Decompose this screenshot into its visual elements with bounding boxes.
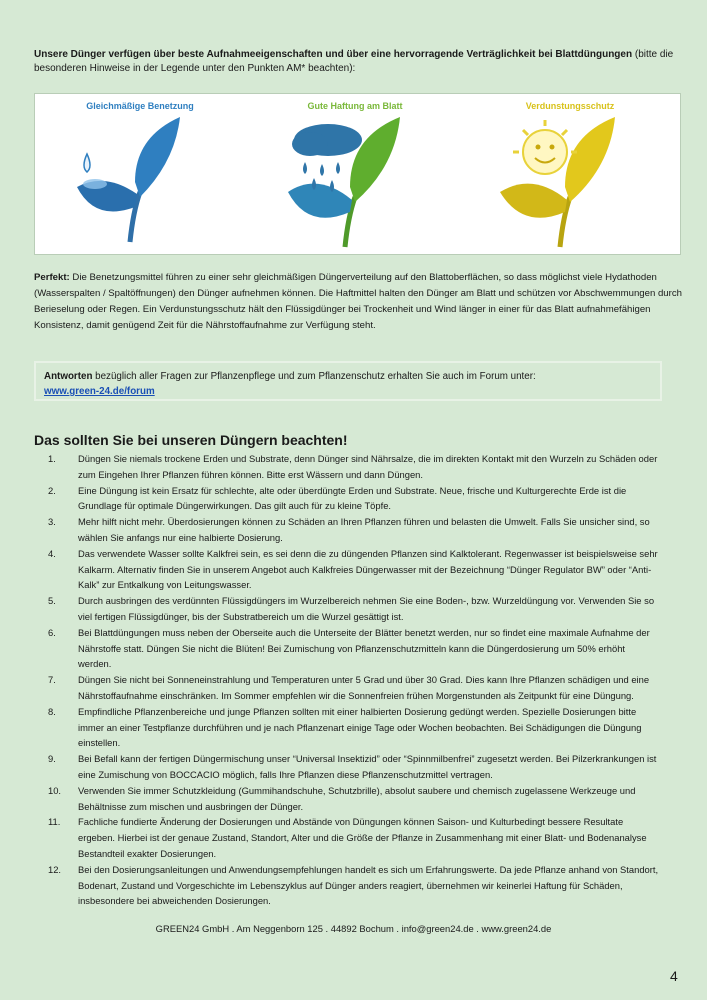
perfekt-paragraph [34,270,684,334]
leaf-rain-cloud-icon [250,112,460,252]
item-text: Bei den Dosierungsanleitungen und Anwendungsempfehlungen handelt es sich um Erfahrungswerte. Da jede Pflanze anhand von Standort, Bodenart, Zustand und Vorgeschichte im Lebenszyklus auf Dünger anders reagiert, übernehmen wir keinerlei Haftung für Schäden, insbesondere bei abweichenden Dosierungen. [78,863,659,907]
list-item [48,451,660,483]
intro-paragraph [34,48,684,76]
panel-haftung [250,94,460,254]
panel-label: Verdunstungsschutz [525,101,615,111]
item-number: 12. [48,863,62,875]
item-number: 9. [48,753,56,765]
item-text: Eine Düngung ist kein Ersatz für schlechte, alte oder überdüngte Erden und Substrate. Neue, frische und Kulturgerechte Erde ist die Grundlage für optimale Düngerwirkungen. Das gilt auch für zu kleine Töpfe. [78,484,627,512]
item-text: Bei Blattdüngungen muss neben der Oberseite auch die Unterseite der Blätter benetzt werden, nur so findet eine maximale Aufnahme der Nährstoffe statt. Düngen Sie nicht die Blüten! Bei Zumischung von Pflanzenschutzmitteln kann die Düngerdosierung um 50% erhöht werden. [78,626,650,670]
tips-list [48,451,660,909]
section-heading: Das sollten Sie bei unseren Düngern beachten! [34,432,348,448]
item-number: 4. [48,547,56,559]
item-number: 6. [48,626,56,638]
item-number: 11. [48,816,61,828]
item-text: Durch ausbringen des verdünnten Flüssigdüngers im Wurzelbereich nehmen Sie eine Boden-, bzw. Wurzeldüngung vor. Verwenden Sie so viel fertigen Flüssigdünger, bis der Substratbereich um die Wurzel gesättigt ist. [78,595,655,622]
list-item [48,751,660,783]
list-item [48,672,660,704]
list-item [48,514,660,546]
list-item [48,814,660,861]
item-number: 3. [48,516,56,528]
perfekt-text: Die Benetzungsmittel führen zu einer sehr gleichmäßigen Düngerverteilung auf den Blattoberflächen, so dass möglichst viele Hydathoden (Wasserspalten / Spaltöffnungen) den Dünger aufnehmen können. Die Haftmittel halten den Dünger am Blatt und schützen vor Abschwemmungen durch Berieselung oder Regen. Ein Verdunstungsschutz hält den Flüssigdünger bei Trockenheit und Wind länger in einer für das Blatt aufnahmefähigen Konsistenz, damit genügend Zeit für die Nährstoffaufnahme zur Verfügung steht. [34,272,682,331]
item-text: Mehr hilft nicht mehr. Überdosierungen können zu Schäden an Ihren Pflanzen führen und belasten die Umwelt. Falls Sie unsicher sind, so wählen Sie anfangs nur eine halbierte Dosierung. [78,516,650,543]
perfekt-bold: Perfekt: [34,272,70,283]
forum-bold: Antworten [44,371,93,382]
item-text: Das verwendete Wasser sollte Kalkfrei sein, es sei denn die zu düngenden Pflanzen sind Kalktolerant. Regenwasser ist beispielsweise sehr Kalkarm. Alternativ finden Sie in unserem Angebot auch Kalkfreies Düngerwasser mit der Bezeichnung “Dünger Regulator BW” oder “Anti-Kalk” zur Entkalkung von Leitungswasser. [78,547,658,591]
item-number: 1. [48,453,56,464]
forum-link[interactable]: www.green-24.de/forum [44,386,155,397]
list-item [48,593,660,625]
leaf-water-drop-icon [35,112,245,252]
forum-box [34,361,662,401]
item-number: 7. [48,674,56,686]
list-item [48,483,660,515]
panel-label: Gleichmäßige Benetzung [86,101,194,111]
item-text: Düngen Sie nicht bei Sonneneinstrahlung und Temperaturen unter 5 Grad und über 30 Grad. Dies kann Ihre Pflanzen schädigen und eine Nährstoffaufnahme einschränken. Im Sommer empfehlen wir die Sonnenfreien frühen Morgenstunden als Zeitpunkt für eine Düngung. [78,674,650,701]
list-item [48,783,660,815]
item-number: 5. [48,595,56,607]
list-item [48,704,660,751]
panel-label: Gute Haftung am Blatt [307,101,403,111]
leaf-sun-icon [465,112,675,252]
item-text: Verwenden Sie immer Schutzkleidung (Gummihandschuhe, Schutzbrille), absolut saubere und chemisch zugelassene Werkzeuge und Behältnisse zum mischen und ausbringen der Dünger. [78,784,636,812]
page-footer: GREEN24 GmbH . Am Neggenborn 125 . 44892 Bochum . info@green24.de . www.green24.de [155,923,552,934]
item-number: 2. [48,484,56,496]
item-text: Fachliche fundierte Änderung der Dosierungen und Abstände von Düngungen können Saison- und Kulturbedingt bessere Resultate ergeben. Hierbei ist der genaue Zustand, Standort, Alter und die Größe der Pflanze in Zusammenhang mit einer Blatt- und Bodenanalyse Bestandteil exakter Dosierungen. [78,816,647,859]
item-text: Bei Befall kann der fertigen Düngermischung unser “Universal Insektizid” oder “Spinnmilbenfrei” zugesetzt werden. Bei Pilzerkrankungen ist eine Zumischung von BOCCACIO möglich, falls Ihre Pflanzen diese Pflanzenschutzmittel vertragen. [78,753,657,780]
panel-benetzung [35,94,245,254]
benefits-figure [34,93,681,255]
panel-verdunstung [465,94,675,254]
list-item [48,546,660,593]
list-item [48,625,660,672]
item-number: 8. [48,705,56,717]
intro-bold: Unsere Dünger verfügen über beste Aufnahmeeigenschaften und über eine hervorragende Verträglichkeit bei Blattdüngungen [34,49,633,60]
page-number: 4 [670,968,678,984]
list-item [48,862,660,909]
item-number: 10. [48,784,62,796]
item-text: Düngen Sie niemals trockene Erden und Substrate, denn Dünger sind Nährsalze, die im direkten Kontakt mit den Wurzeln zu Schäden oder zum Eingehen Ihrer Pflanzen führen können. Bitte erst Wässern und dann Düngen. [78,453,658,480]
item-text: Empfindliche Pflanzenbereiche und junge Pflanzen sollten mit einer halbierten Dosierung gedüngt werden. Spezielle Dosierungen bitte immer an einer Testpflanze durchführen und je nach Pflanzenart einige Tage oder Wochen beobachten. Bei Schädigungen die Düngung einstellen. [78,705,642,749]
intro-text: (bitte die besonderen Hinweise in der Legende unter den Punkten AM* beachten): [34,49,674,74]
forum-text: bezüglich aller Fragen zur Pflanzenpflege und zum Pflanzenschutz erhalten Sie auch im Forum unter: [92,371,536,382]
